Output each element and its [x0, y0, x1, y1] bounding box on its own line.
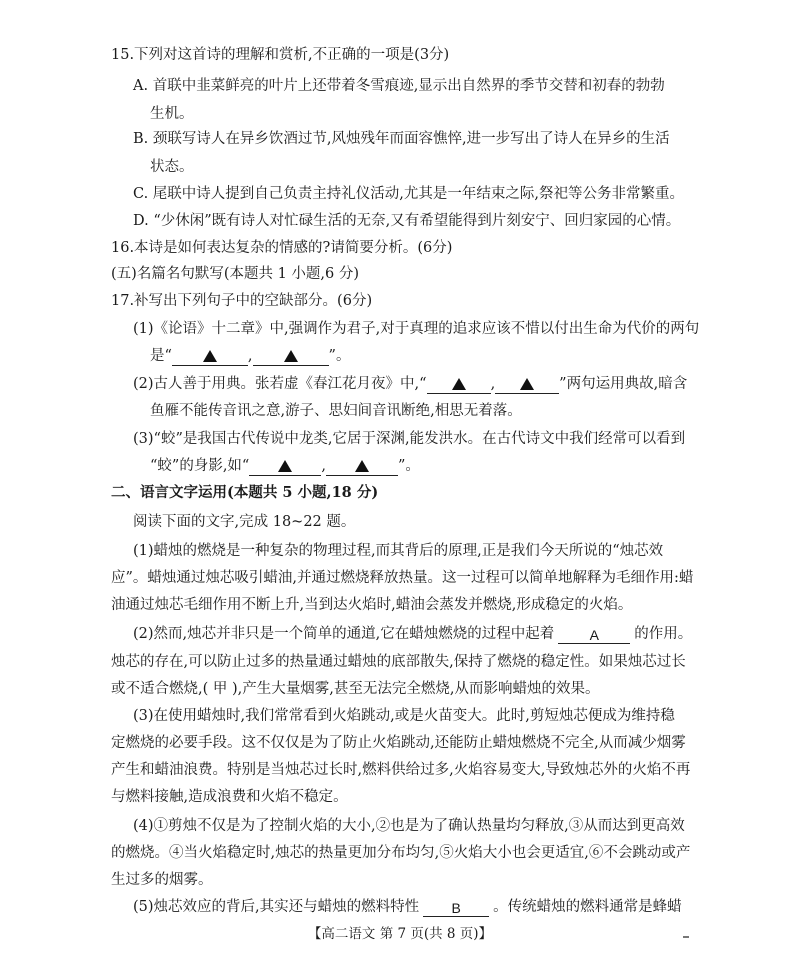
- passage-p2-line1: (2)然而,烛芯并非只是一个简单的通道,它在蜡烛燃烧的过程中起着 A 的作用。: [133, 626, 693, 643]
- passage-p3-line3: 产生和蜡油浪费。特别是当烛芯过长时,燃料供给过多,火焰容易变大,导致烛芯外的火焰不再: [111, 762, 691, 778]
- triangle-icon: [284, 350, 298, 362]
- blank-17-3b[interactable]: [326, 457, 398, 476]
- blank-17-3a[interactable]: [249, 457, 321, 476]
- part2-title: 二、语言文字运用(本题共 5 小题,18 分): [111, 484, 379, 501]
- q15-option-d: D. “少休闲”既有诗人对忙碌生活的无奈,又有希望能得到片刻安宁、回归家园的心情。: [133, 213, 681, 229]
- q17-s2-line1: (2)古人善于用典。张若虚《春江花月夜》中,“ , ”两句运用典故,暗含: [133, 376, 688, 392]
- q17-stem: 17.补写出下列句子中的空缺部分。(6分): [111, 293, 373, 309]
- blank-a[interactable]: A: [558, 625, 630, 644]
- q17-s2-line2: 鱼雁不能传音讯之意,游子、思妇间音讯断绝,相思无着落。: [150, 403, 522, 419]
- q17-s3-line1: (3)“蛟”是我国古代传说中龙类,它居于深渊,能发洪水。在古代诗文中我们经常可以看到: [133, 431, 686, 447]
- blank-17-2b[interactable]: [495, 375, 559, 394]
- triangle-icon: [203, 350, 217, 362]
- passage-p3-line1: (3)在使用蜡烛时,我们常常看到火焰跳动,或是火苗变大。此时,剪短烛芯便成为维持稳: [133, 708, 675, 724]
- q15-option-a: A. 首联中韭菜鲜亮的叶片上还带着冬雪痕迹,显示出自然界的季节交替和初春的勃勃: [133, 78, 665, 94]
- triangle-icon: [452, 378, 466, 390]
- section5-title: (五)名篇名句默写(本题共 1 小题,6 分): [111, 266, 360, 282]
- blank-17-2a[interactable]: [427, 375, 491, 394]
- passage-p3-line4: 与燃料接触,造成浪费和火焰不稳定。: [111, 789, 348, 805]
- passage-p2-line2: 烛芯的存在,可以防止过多的热量通过蜡烛的底部散失,保持了燃烧的稳定性。如果烛芯过长: [111, 654, 686, 670]
- q15-option-b-cont: 状态。: [150, 159, 194, 175]
- q15-option-a-cont: 生机。: [150, 106, 194, 122]
- q15-option-b: B. 颈联写诗人在异乡饮酒过节,风烛残年而面容憔悴,进一步写出了诗人在异乡的生活: [133, 131, 670, 147]
- passage-p1-line2: 应”。蜡烛通过烛芯吸引蜡油,并通过燃烧释放热量。这一过程可以简单地解释为毛细作用:蜡: [111, 570, 694, 586]
- passage-p5-line1: (5)烛芯效应的背后,其实还与蜡烛的燃料特性 B 。传统蜡烛的燃料通常是蜂蜡: [133, 899, 682, 916]
- q15-stem: 15.下列对这首诗的理解和赏析,不正确的一项是(3分): [111, 47, 450, 63]
- triangle-icon: [278, 460, 292, 472]
- q16-stem: 16.本诗是如何表达复杂的情感的?请简要分析。(6分): [111, 240, 453, 256]
- passage-p1-line3: 油通过烛芯毛细作用不断上升,当到达火焰时,蜡油会蒸发并燃烧,形成稳定的火焰。: [111, 597, 633, 613]
- blank-b[interactable]: B: [423, 898, 489, 917]
- triangle-icon: [355, 460, 369, 472]
- passage-p4-line1: (4)①剪烛不仅是为了控制火焰的大小,②也是为了确认热量均匀释放,③从而达到更高效: [133, 818, 685, 834]
- passage-p1-line1: (1)蜡烛的燃烧是一种复杂的物理过程,而其背后的原理,正是我们今天所说的“烛芯效: [133, 543, 664, 559]
- q15-option-c: C. 尾联中诗人提到自己负责主持礼仪活动,尤其是一年结束之际,祭祀等公务非常繁重。: [133, 186, 685, 202]
- blank-17-1a[interactable]: [172, 347, 248, 366]
- part2-intro: 阅读下面的文字,完成 18~22 题。: [133, 514, 356, 530]
- q17-s1-line2: 是“ , ”。: [150, 348, 351, 364]
- triangle-icon: [520, 378, 534, 390]
- passage-p2-line3: 或不适合燃烧,( 甲 ),产生大量烟雾,甚至无法完全燃烧,从而影响蜡烛的效果。: [111, 681, 600, 697]
- q17-s3-line2: “蛟”的身影,如“ , ”。: [150, 458, 420, 474]
- passage-p4-line2: 的燃烧。④当火焰稳定时,烛芯的热量更加分布均匀,⑤火焰大小也会更适宜,⑥不会跳动或产: [111, 845, 691, 861]
- passage-p4-line3: 生过多的烟雾。: [111, 872, 213, 888]
- passage-p3-line2: 定燃烧的必要手段。这不仅仅是为了防止火焰跳动,还能防止蜡烛燃烧不完全,从而减少烟雾: [111, 735, 686, 751]
- scan-mark: [683, 936, 689, 938]
- q17-s1-line1: (1)《论语》十二章》中,强调作为君子,对于真理的追求应该不惜以付出生命为代价的两句: [133, 321, 700, 337]
- page-footer: 【高二语文 第 7 页(共 8 页)】: [307, 926, 493, 942]
- blank-17-1b[interactable]: [253, 347, 329, 366]
